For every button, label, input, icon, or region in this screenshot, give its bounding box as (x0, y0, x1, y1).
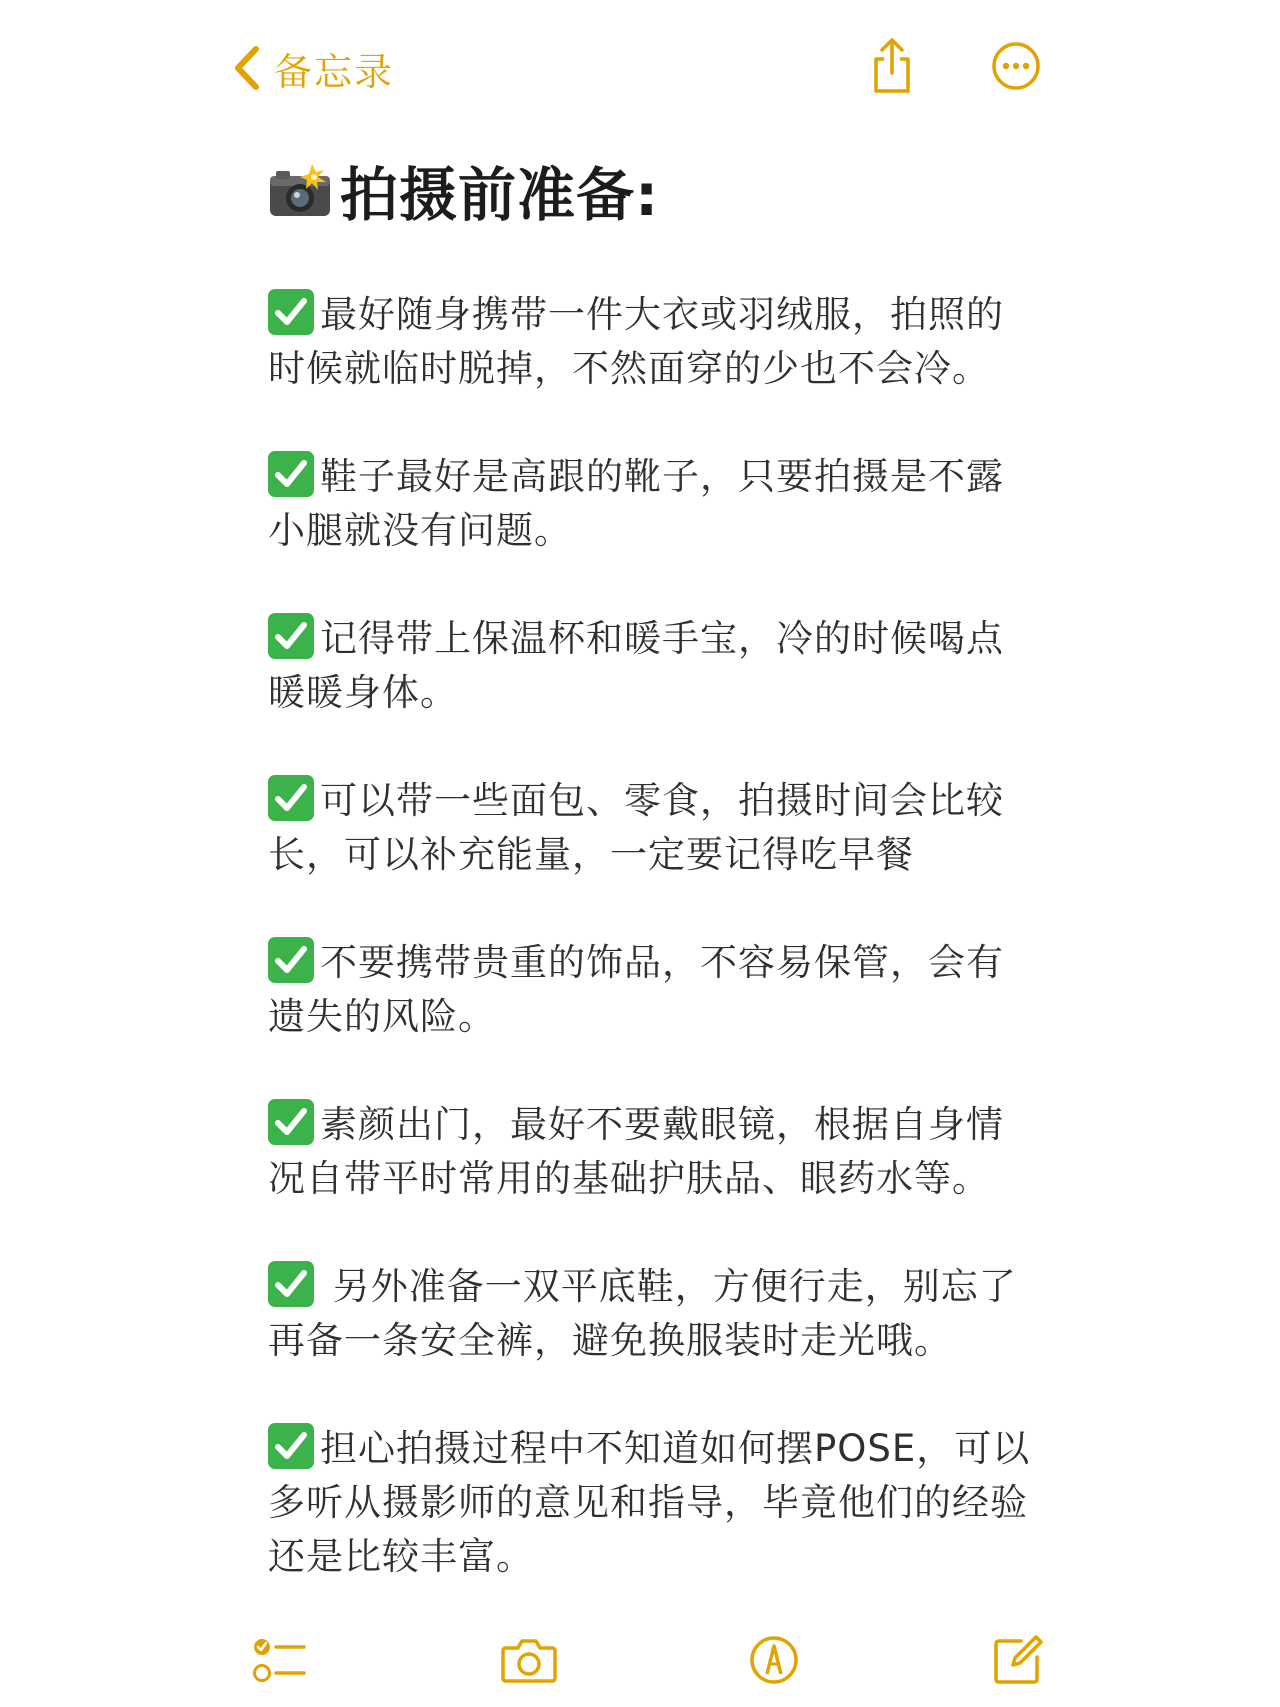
navigation-bar (0, 0, 1280, 130)
list-item (268, 612, 1038, 720)
check-mark-icon (268, 937, 314, 983)
share-button[interactable] (862, 36, 922, 96)
check-mark-icon (268, 613, 314, 659)
check-mark-icon (268, 775, 314, 821)
list-item (268, 1422, 1038, 1584)
check-mark-icon (268, 1261, 314, 1307)
check-mark-icon (268, 1423, 314, 1469)
list-item-text: 另外准备一双平底鞋，方便行走，别忘了再备一条安全裤，避免换服装时走光哦。 (268, 1265, 1017, 1362)
more-icon (990, 40, 1042, 92)
checklist-icon (252, 1635, 308, 1685)
chevron-left-icon (230, 45, 264, 91)
list-item-text: 素颜出门，最好不要戴眼镜，根据自身情况自带平时常用的基础护肤品、眼药水等。 (268, 1103, 1004, 1200)
list-item (268, 1260, 1038, 1368)
list-item-text: 可以带一些面包、零食，拍摄时间会比较长，可以补充能量，一定要记得吃早餐 (268, 779, 1004, 876)
list-item-text: 不要携带贵重的饰品，不容易保管，会有遗失的风险。 (268, 941, 1004, 1038)
check-mark-icon (268, 451, 314, 497)
list-item (268, 450, 1038, 558)
list-item-text: 担心拍摄过程中不知道如何摆POSE，可以多听从摄影师的意见和指导，毕竟他们的经验还是比较丰富。 (268, 1427, 1031, 1578)
checklist-button[interactable] (248, 1628, 312, 1692)
more-button[interactable] (986, 36, 1046, 96)
title-text: 拍摄前准备: (340, 161, 660, 229)
bottom-toolbar (0, 1620, 1280, 1700)
markup-icon (748, 1634, 800, 1686)
list-item (268, 288, 1038, 396)
back-button[interactable] (230, 40, 394, 96)
list-item-text: 最好随身携带一件大衣或羽绒服，拍照的时候就临时脱掉，不然面穿的少也不会冷。 (268, 293, 1004, 390)
share-icon (867, 37, 917, 95)
list-item-text: 鞋子最好是高跟的靴子，只要拍摄是不露小腿就没有问题。 (268, 455, 1004, 552)
compose-icon (991, 1633, 1045, 1687)
check-mark-icon (268, 1099, 314, 1145)
check-mark-icon (268, 289, 314, 335)
list-item (268, 1098, 1038, 1206)
compose-button[interactable] (986, 1628, 1050, 1692)
camera-icon (500, 1636, 558, 1684)
back-label: 备忘录 (274, 49, 395, 94)
markup-button[interactable] (742, 1628, 806, 1692)
list-item (268, 774, 1038, 882)
note-title (268, 150, 1038, 230)
camera-button[interactable] (497, 1628, 561, 1692)
note-body[interactable] (268, 150, 1038, 1638)
list-item (268, 936, 1038, 1044)
checklist-items (268, 288, 1038, 1584)
camera-flash-emoji-icon (268, 162, 332, 218)
list-item-text: 记得带上保温杯和暖手宝，冷的时候喝点暖暖身体。 (268, 617, 1004, 714)
